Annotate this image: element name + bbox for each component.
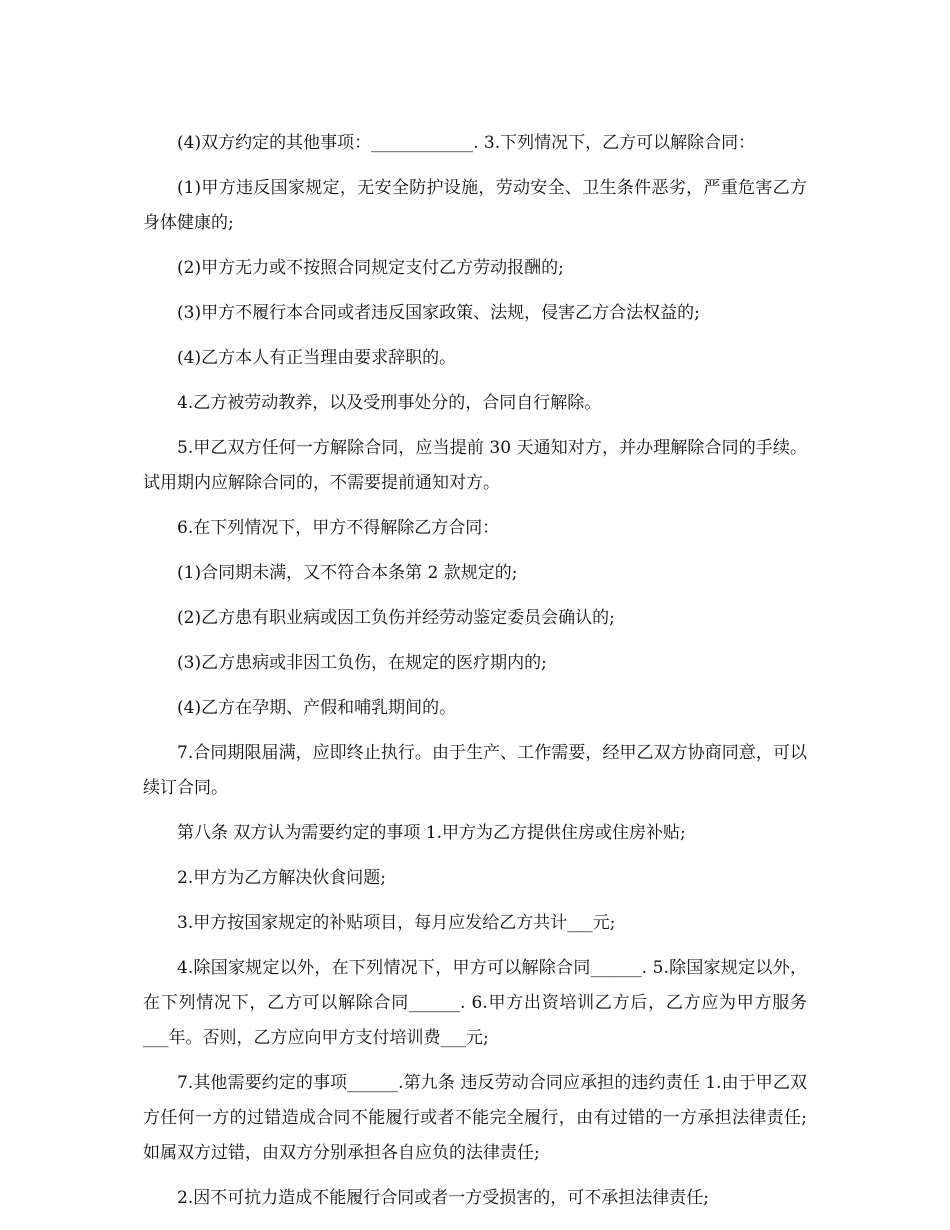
- paragraph: 6.在下列情况下，甲方不得解除乙方合同：: [177, 518, 500, 538]
- paragraph: (4)双方约定的其他事项：____________. 3.下列情况下，乙方可以解除合同：: [177, 133, 756, 153]
- paragraph: (1)甲方违反国家规定，无安全防护设施，劳动安全、卫生条件恶劣，严重危害乙方身体健康的;: [143, 178, 807, 233]
- paragraph: 7.其他需要约定的事项______.第九条 违反劳动合同应承担的违约责任 1.由于甲乙双方任何一方的过错造成合同不能履行或者不能完全履行，由有过错的一方承担法律责任;如属双方过错，由双方分别承担各自应负的法律责任;: [143, 1073, 807, 1163]
- paragraph: 5.甲乙双方任何一方解除合同，应当提前 30 天通知对方，并办理解除合同的手续。试用期内应解除合同的，不需要提前通知对方。: [143, 438, 807, 493]
- paragraph: 4.除国家规定以外，在下列情况下，甲方可以解除合同______. 5.除国家规定以外，在下列情况下，乙方可以解除合同______. 6.甲方出资培训乙方后，乙方应为甲方服务___年。否则，乙方应向甲方支付培训费___元;: [143, 958, 807, 1048]
- paragraph: 4.乙方被劳动教养，以及受刑事处分的，合同自行解除。: [177, 393, 602, 413]
- paragraph: (1)合同期未满，又不符合本条第 2 款规定的;: [177, 563, 518, 583]
- paragraph: (4)乙方在孕期、产假和哺乳期间的。: [177, 698, 457, 718]
- paragraph: 2.因不可抗力造成不能履行合同或者一方受损害的，可不承担法律责任;: [177, 1188, 709, 1208]
- paragraph: 7.合同期限届满，应即终止执行。由于生产、工作需要，经甲乙双方协商同意，可以续订合同。: [143, 743, 807, 798]
- paragraph: (3)乙方患病或非因工负伤，在规定的医疗期内的;: [177, 653, 547, 673]
- paragraph: (2)乙方患有职业病或因工负伤并经劳动鉴定委员会确认的;: [177, 608, 615, 628]
- document-body: [143, 126, 807, 1226]
- paragraph: 第八条 双方认为需要约定的事项 1.甲方为乙方提供住房或住房补贴;: [177, 823, 686, 843]
- paragraph: (4)乙方本人有正当理由要求辞职的。: [177, 348, 457, 368]
- paragraph: 2.甲方为乙方解决伙食问题;: [177, 868, 386, 888]
- paragraph: 3.甲方按国家规定的补贴项目，每月应发给乙方共计___元;: [177, 913, 616, 933]
- paragraph: (3)甲方不履行本合同或者违反国家政策、法规，侵害乙方合法权益的;: [177, 303, 700, 323]
- paragraph: (2)甲方无力或不按照合同规定支付乙方劳动报酬的;: [177, 258, 564, 278]
